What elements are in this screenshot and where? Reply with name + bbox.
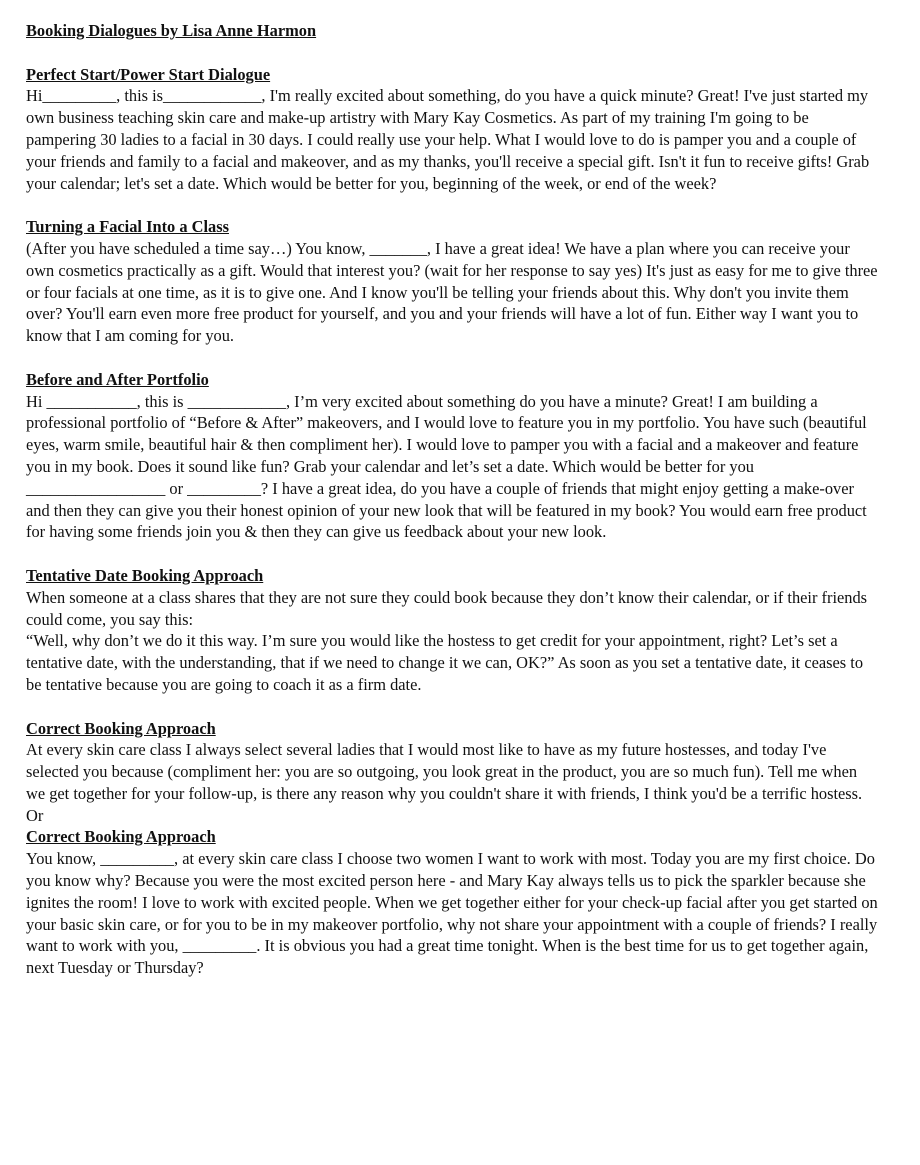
section-paragraph: Hi ___________, this is ____________, I’m very excited about something do you have a minute? Great! I am building a professional portfolio of “Before & After” makeovers, and I would love to feature you in my portfolio. You have such (beautiful eyes, warm smile, beautiful hair & then compliment her). I would love to pamper you with a facial and a makeover and feature you in my book. Does it sound like fun? Grab your calendar and let’s set a date. Which would be better for you _________________ or _________? I have a great idea, do you have a couple of friends that might enjoy getting a make-over and then they can give you their honest opinion of your new look that will be featured in my book? You would earn free product for having some friends join you & then they can give us feedback about your new look. [26,391,867,542]
section-correct-booking-alt [26,826,880,979]
document-page [26,20,880,979]
section-before-after-portfolio [26,369,880,543]
section-facial-into-class [26,216,880,347]
or-separator: Or [26,805,44,825]
section-heading: Turning a Facial Into a Class [26,217,229,237]
section-paragraph: When someone at a class shares that they are not sure they could book because they don’t know their calendar, or if their friends could come, you say this: [26,587,868,629]
section-paragraph: “Well, why don’t we do it this way. I’m sure you would like the hostess to get credit for your appointment, right? Let’s set a tentative date, with the understanding, that if we need to change it we can, OK?” As soon as you set a tentative date, it ceases to be tentative because you are going to coach it as a firm date. [26,631,864,694]
section-paragraph: At every skin care class I always select several ladies that I would most like to have as my future hostesses, and today I've selected you because (compliment her: you are so outgoing, you look great in the product, you are so much fun). Tell me when we get together for your follow-up, is there any reason why you couldn't share it with friends, I think you'd be a terrific hostess. [26,740,863,803]
section-heading: Perfect Start/Power Start Dialogue [26,64,271,84]
section-paragraph: Hi_________, this is____________, I'm really excited about something, do you have a quick minute? Great! I've just started my own business teaching skin care and make-up artistry with Mary Kay Cosmetics. As part of my training I'm going to be pampering 30 ladies to a facial in 30 days. I could really use your help. What I would love to do is pamper you and a couple of your friends and family to a facial and makeover, and as my thanks, you'll receive a special gift. Isn't it fun to receive gifts! Grab your calendar; let's set a date. Which would be better for you, beginning of the week, or end of the week? [26,86,870,193]
section-heading: Before and After Portfolio [26,369,209,389]
document-title: Booking Dialogues by Lisa Anne Harmon [26,21,317,40]
section-perfect-start [26,64,880,195]
section-paragraph: (After you have scheduled a time say…) You know, _______, I have a great idea! We have a plan where you can receive your own cosmetics practically as a gift. Would that interest you? (wait for her response to say yes) It's just as easy for me to give three or four facials at one time, as it is to give one. And I know you'll be telling your friends about this. Why don't you invite them over? You'll earn even more free product for yourself, and you and your friends will have a lot of fun. Either way I want you to know that I am coming for you. [26,238,878,346]
section-paragraph: You know, _________, at every skin care class I choose two women I want to work with most. Today you are my first choice. Do you know why? Because you were the most excited person here - and Mary Kay always tells us to pick the sparkler because she ignites the room! I love to work with excited people. When we get together either for your check-up facial after you get started on your basic skin care, or for you to be in my makeover portfolio, why not share your appointment with a couple of friends? I really want to work with you, _________. It is obvious you had a great time tonight. When is the best time for us to get together again, next Tuesday or Thursday? [26,849,878,978]
section-heading: Correct Booking Approach [26,827,216,847]
section-correct-booking [26,718,880,805]
section-tentative-date [26,565,880,696]
section-heading: Tentative Date Booking Approach [26,565,264,585]
section-heading: Correct Booking Approach [26,718,216,738]
